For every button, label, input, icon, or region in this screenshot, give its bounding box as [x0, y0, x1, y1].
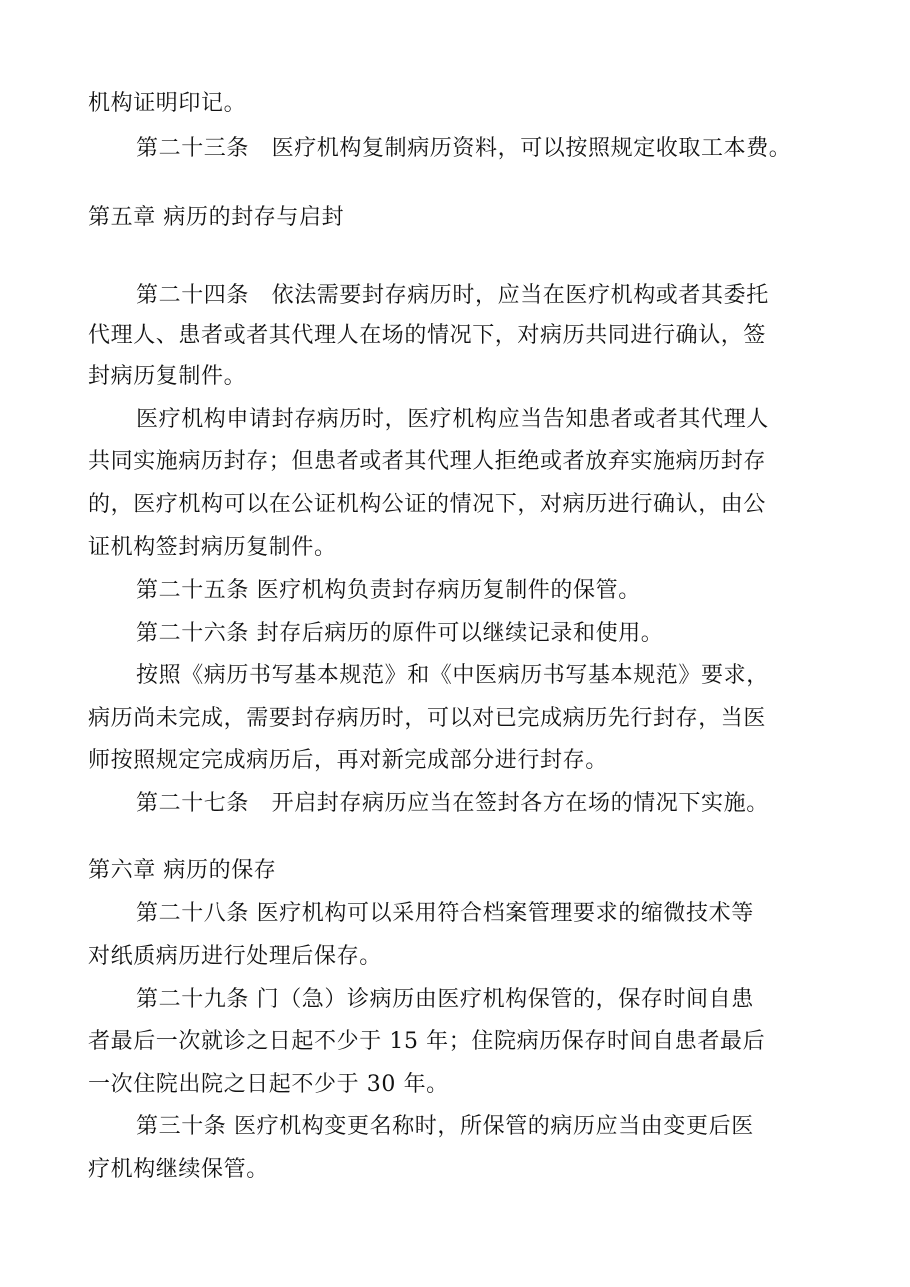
text-line: 证机构签封病历复制件。	[88, 535, 337, 560]
paragraph-first-line: 医疗机构申请封存病历时，医疗机构应当告知患者或者其代理人	[136, 407, 769, 432]
article-24: 第二十四条 依法需要封存病历时，应当在医疗机构或者其委托	[136, 283, 769, 308]
text-line: 对纸质病历进行处理后保存。	[88, 944, 382, 969]
article-29: 第二十九条 门（急）诊病历由医疗机构保管的，保存时间自患	[136, 987, 754, 1012]
text-line: 机构证明印记。	[88, 91, 247, 116]
text-line: 一次住院出院之日起不少于 30 年。	[88, 1072, 449, 1097]
chapter-6-heading: 第六章 病历的保存	[88, 858, 277, 883]
text-line: 师按照规定完成病历后，再对新完成部分进行封存。	[88, 748, 608, 773]
text-line: 封病历复制件。	[88, 364, 247, 389]
article-28: 第二十八条 医疗机构可以采用符合档案管理要求的缩微技术等	[136, 901, 754, 926]
text-line: 病历尚未完成，需要封存病历时，可以对已完成病历先行封存，当医	[88, 706, 767, 731]
article-25: 第二十五条 医疗机构负责封存病历复制件的保管。	[136, 578, 641, 603]
article-30: 第三十条 医疗机构变更名称时，所保管的病历应当由变更后医	[136, 1114, 754, 1139]
text-line: 的，医疗机构可以在公证机构公证的情况下，对病历进行确认，由公	[88, 492, 767, 517]
article-23: 第二十三条 医疗机构复制病历资料，可以按照规定收取工本费。	[136, 136, 792, 161]
article-27: 第二十七条 开启封存病历应当在签封各方在场的情况下实施。	[136, 791, 769, 816]
text-line: 疗机构继续保管。	[88, 1157, 269, 1182]
text-line: 共同实施病历封存；但患者或者其代理人拒绝或者放弃实施病历封存	[88, 449, 767, 474]
article-26: 第二十六条 封存后病历的原件可以继续记录和使用。	[136, 621, 664, 646]
text-line: 代理人、患者或者其代理人在场的情况下，对病历共同进行确认，签	[88, 323, 767, 348]
text-line: 者最后一次就诊之日起不少于 15 年；住院病历保存时间自患者最后	[88, 1029, 766, 1054]
chapter-5-heading: 第五章 病历的封存与启封	[88, 205, 345, 230]
paragraph-first-line: 按照《病历书写基本规范》和《中医病历书写基本规范》要求，	[136, 663, 769, 688]
